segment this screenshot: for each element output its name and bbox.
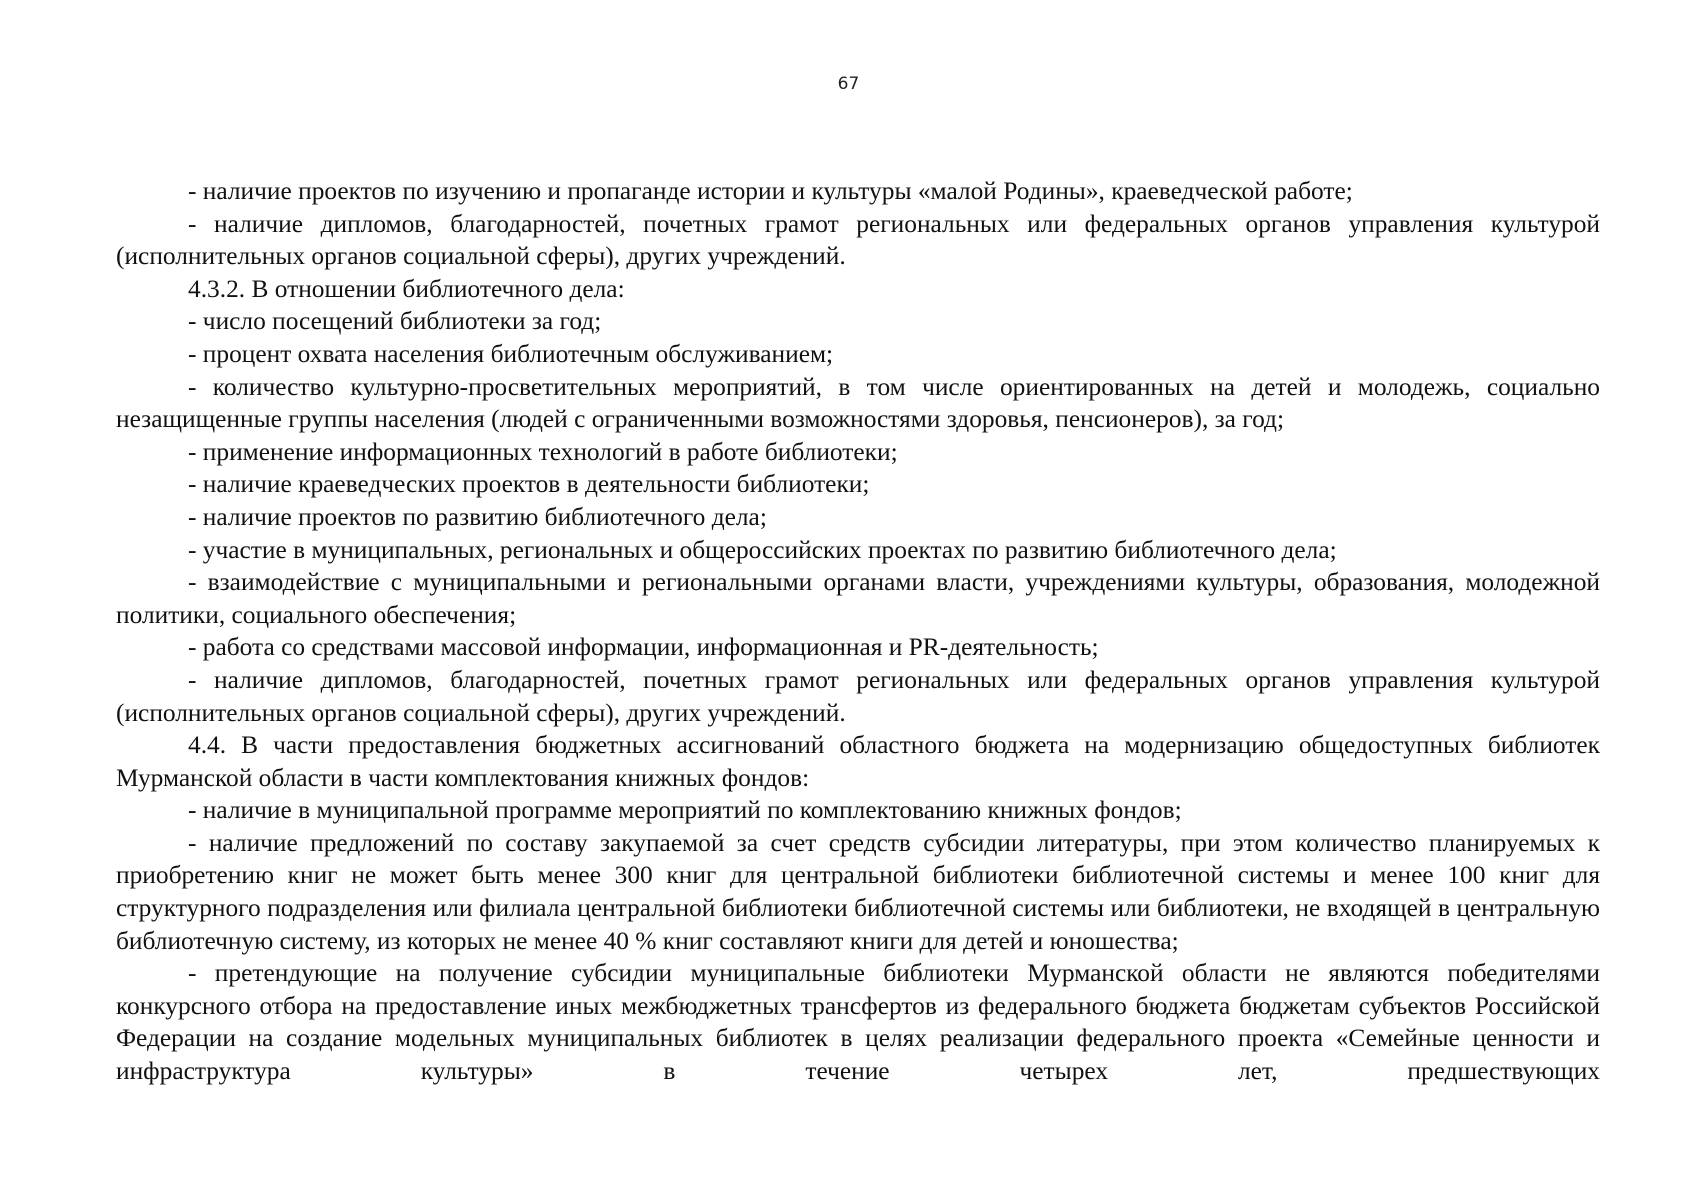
paragraph-library-development: - наличие проектов по развитию библиотечного дела; (188, 502, 767, 531)
paragraph-book-purchase-proposals: - наличие предложений по составу закупаемой за счет средств субсидии литературы, при этом количество планируемых к приобретению книг не может быть менее 300 книг для центральной библиотеки библиотечной системы и менее 100 книг для структурного подразделения или филиала центральной библиотеки библиотечной системы или библиотеки, не входящей в центральную библиотечную систему, из которых не менее 40 % книг составляют книги для детей и юношества; (116, 828, 1600, 955)
paragraph-library-visits: - число посещений библиотеки за год; (188, 307, 602, 336)
paragraph-coverage-percent: - процент охвата населения библиотечным обслуживанием; (188, 339, 834, 368)
page-number: 67 (837, 74, 860, 94)
paragraph-it-usage: - применение информационных технологий в работе библиотеки; (188, 437, 898, 466)
paragraph-project-participation: - участие в муниципальных, региональных и общероссийских проектах по развитию библиотечного дела; (188, 535, 1337, 564)
paragraph-culture-diplomas: - наличие дипломов, благодарностей, почетных грамот региональных или федеральных органов управления культурой (исполнительных органов социальной сферы), других учреждений. (116, 209, 1600, 271)
paragraph-events-count: - количество культурно-просветительных мероприятий, в том числе ориентированных на детей и молодежь, социально незащищенные группы населения (людей с ограниченными возможностями здоровья, пенсионеров), за год; (116, 372, 1600, 434)
paragraph-authorities-interaction: - взаимодействие с муниципальными и региональными органами власти, учреждениями культуры, образования, молодежной политики, социального обеспечения; (116, 568, 1600, 629)
paragraph-library-diplomas: - наличие дипломов, благодарностей, почетных грамот региональных или федеральных органов управления культурой (исполнительных органов социальной сферы), других учреждений. (116, 665, 1600, 727)
section-heading-4-4: 4.4. В части предоставления бюджетных ассигнований областного бюджета на модернизацию общедоступных библиотек Мурманской области в части комплектования книжных фондов: (116, 731, 1600, 792)
paragraph-regional-studies: - наличие краеведческих проектов в деятельности библиотеки; (188, 470, 870, 499)
paragraph-local-history-projects: - наличие проектов по изучению и пропаганде истории и культуры «малой Родины», краеведческой работе; (188, 177, 1353, 205)
paragraph-acquisition-program: - наличие в муниципальной программе мероприятий по комплектованию книжных фондов; (188, 796, 1182, 825)
section-heading-4-3-2: 4.3.2. В отношении библиотечного дела: (188, 274, 625, 303)
paragraph-subsidy-applicants: - претендующие на получение субсидии муниципальные библиотеки Мурманской области не являются победителями конкурсного отбора на предоставление иных межбюджетных трансфертов из федерального бюджета бюджетам субъектов Российской Федерации на создание модельных муниципальных библиотек в целях реализации федерального проекта «Семейные ценности и инфраструктура культуры» в течение четырех лет, предшествующих (116, 959, 1600, 1086)
paragraph-media-work: - работа со средствами массовой информации, информационная и PR-деятельность; (188, 633, 1099, 662)
document-body (116, 175, 1600, 1088)
